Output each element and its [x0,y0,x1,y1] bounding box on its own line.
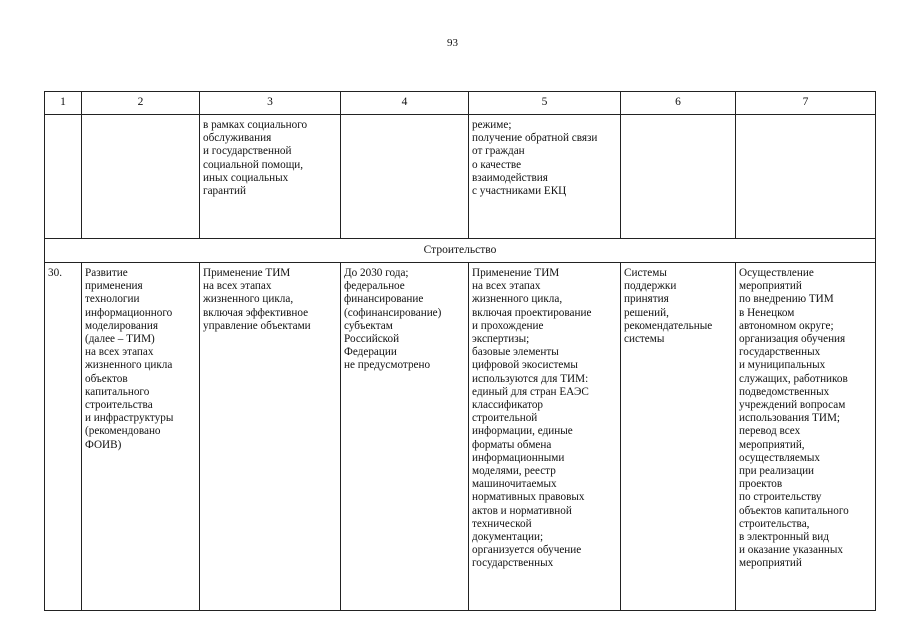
table-header-row [45,92,876,115]
row-number: 30. [45,263,82,611]
table-row-continuation [45,115,876,239]
table-cell: До 2030 года; федеральное финансирование (софинансирование) субъектам Российской Федерации не предусмотрено [341,263,469,611]
table-row-30 [45,263,876,611]
table-cell [736,115,876,239]
column-header: 5 [469,92,621,115]
section-row [45,239,876,263]
table-cell: Системы поддержки принятия решений, рекомендательные системы [621,263,736,611]
table-cell: Применение ТИМ на всех этапах жизненного цикла, включая проектирование и прохождение экспертизы; базовые элементы цифровой экосистемы используются для ТИМ: единый для стран ЕАЭС классификатор строительной информации, единые форматы обмена информационными моделями, реестр машиночитаемых нормативных правовых актов и нормативной технической документации; организуется обучение государственных [469,263,621,611]
table-cell [621,115,736,239]
page-number: 93 [447,37,458,49]
table-cell [341,115,469,239]
measures-table [44,91,876,611]
column-header: 4 [341,92,469,115]
table-cell: в рамках социального обслуживания и государственной социальной помощи, иных социальных гарантий [200,115,341,239]
column-header: 1 [45,92,82,115]
table-cell: Осуществление мероприятий по внедрению ТИМ в Ненецком автономном округе; организация обучения государственных и муниципальных служащих, работников подведомственных учреждений вопросам использования ТИМ; перевод всех мероприятий, осуществляемых при реализации проектов по строительству объектов капитального строительства, в электронный вид и оказание указанных мероприятий [736,263,876,611]
table-cell [45,115,82,239]
table-cell: Применение ТИМ на всех этапах жизненного цикла, включая эффективное управление объектами [200,263,341,611]
column-header: 3 [200,92,341,115]
column-header: 6 [621,92,736,115]
column-header: 2 [82,92,200,115]
table-cell: режиме; получение обратной связи от граждан о качестве взаимодействия с участниками ЕКЦ [469,115,621,239]
column-header: 7 [736,92,876,115]
section-title: Строительство [45,239,876,263]
table-cell [82,115,200,239]
table-cell: Развитие применения технологии информационного моделирования (далее – ТИМ) на всех этапах жизненного цикла объектов капитального строительства и инфраструктуры (рекомендовано ФОИВ) [82,263,200,611]
